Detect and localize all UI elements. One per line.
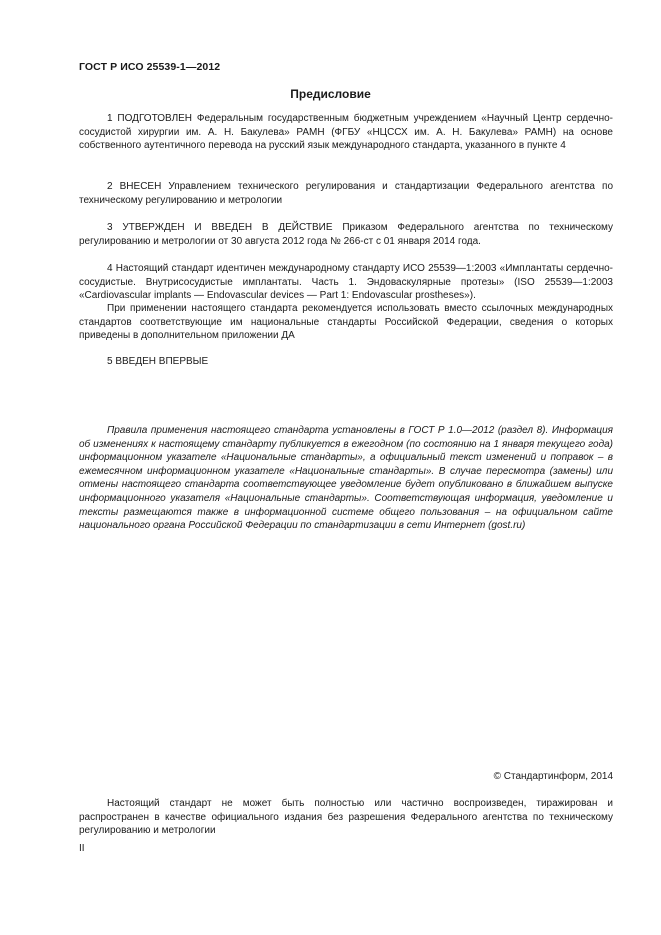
preface-item-4-note: При применении настоящего стандарта рекомендуется использовать вместо ссылочных международных стандартов соответствующие им национальные стандарты Российской Федерации, сведения о которых приведены в дополнительном приложении ДА (79, 303, 613, 342)
page-number: II (79, 843, 85, 854)
preface-item-5: 5 ВВЕДЕН ВПЕРВЫЕ (107, 356, 209, 367)
preface-item-3: 3 УТВЕРЖДЕН И ВВЕДЕН В ДЕЙСТВИЕ Приказом Федерального агентства по техническому регулированию и метрологии от 30 августа 2012 года № 266-ст с 01 января 2014 года. (79, 222, 613, 247)
preface-item-2: 2 ВНЕСЕН Управлением технического регулирования и стандартизации Федерального агентства по техническому регулированию и метрологии (79, 181, 613, 206)
preface-item-4: 4 Настоящий стандарт идентичен международному стандарту ИСО 25539—1:2003 «Имплантаты сердечно-сосудистые. Внутрисосудистые имплантаты. Часть 1. Эндоваскулярные протезы» (ISO 25539—1:2003 «Cardiovascular implants — Endovascular devices — Part 1: Endovascular prostheses»). (79, 263, 613, 302)
document-code: ГОСТ Р ИСО 25539-1—2012 (79, 61, 221, 73)
preface-item-1: 1 ПОДГОТОВЛЕН Федеральным государственным бюджетным учреждением «Научный Центр сердечно-сосудистой хирургии им. А. Н. Бакулева» РАМН (ФГБУ «НЦССХ им. А. Н. Бакулева» РАМН) на основе собственного аутентичного перевода на русский язык международного стандарта, указанного в пункте 4 (79, 113, 613, 152)
application-rules-notice: Правила применения настоящего стандарта установлены в ГОСТ Р 1.0—2012 (раздел 8). Информация об изменениях к настоящему стандарту публикуется в ежегодном (по состоянию на 1 января текущего года) информационном указателе «Национальные стандарты», а официальный текст изменений и поправок – в ежемесячном информационном указателе «Национальные стандарты». В случае пересмотра (замены) или отмены настоящего стандарта соответствующее уведомление будет опубликовано в ближайшем выпуске информационного указателя «Национальные стандарты». Соответствующая информация, уведомление и тексты размещаются также в информационной системе общего пользования – на официальном сайте национального органа Российской Федерации по стандартизации в сети Интернет (gost.ru) (79, 425, 613, 532)
preface-title: Предисловие (290, 87, 371, 101)
copyright: © Стандартинформ, 2014 (493, 771, 613, 782)
reproduction-notice: Настоящий стандарт не может быть полностью или частично воспроизведен, тиражирован и распространен в качестве официального издания без разрешения Федерального агентства по техническому регулированию и метрологии (79, 798, 613, 837)
